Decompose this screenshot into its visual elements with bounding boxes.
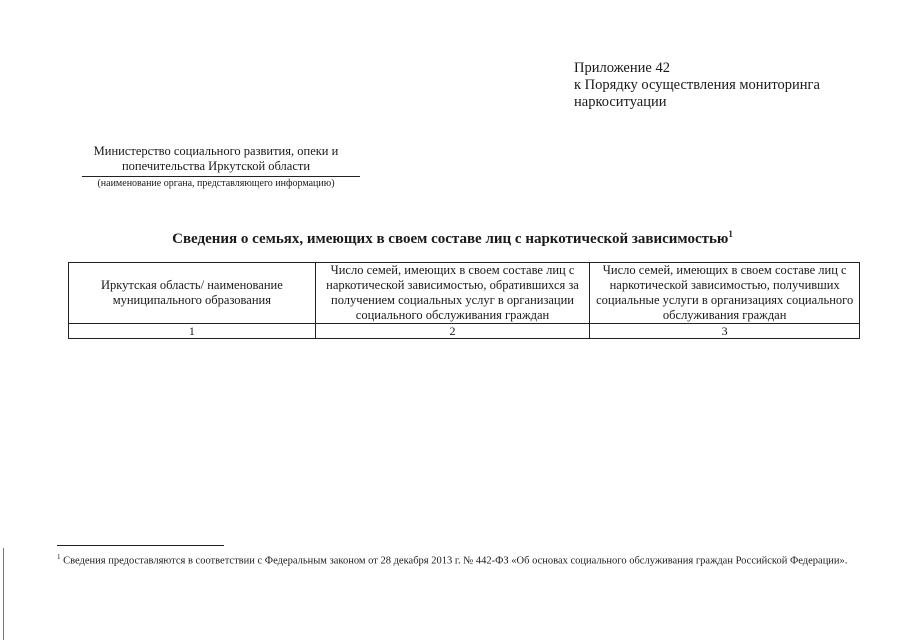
appendix-number: Приложение 42 (574, 60, 670, 76)
footnote-separator (57, 545, 224, 546)
title-footnote-mark: 1 (728, 229, 733, 239)
footnote (57, 550, 857, 569)
scan-edge-line (3, 548, 4, 640)
appendix-header (574, 60, 874, 111)
column-number-3: 3 (590, 324, 860, 339)
table-number-row (69, 324, 860, 339)
appendix-reference-cont: наркоситуации (574, 94, 667, 110)
title-text: Сведения о семьях, имеющих в своем составе лиц с наркотической зависимостью (172, 231, 729, 247)
footnote-text: Сведения предоставляются в соответствии с Федеральным законом от 28 декабря 2013 г. № 442-ФЗ «Об основах социального обслуживания граждан Российской Федерации». (63, 555, 848, 567)
organization-name-line2: попечительства Иркутской области (121, 159, 311, 173)
appendix-reference: к Порядку осуществления мониторинга (574, 77, 820, 93)
organization-underline (82, 176, 360, 177)
column-number-2: 2 (315, 324, 590, 339)
data-table (68, 262, 860, 339)
organization-caption: (наименование органа, представляющего информацию) (97, 178, 335, 189)
document-title (0, 229, 905, 248)
organization-block (70, 144, 362, 190)
table-header-row (69, 263, 860, 324)
column-header-applied: Число семей, имеющих в своем составе лиц с наркотической зависимостью, обратившихся за получением социальных услуг в организации социального обслуживания граждан (315, 263, 590, 324)
column-header-received: Число семей, имеющих в своем составе лиц с наркотической зависимостью, получивших социальные услуги в организациях социального обслуживания граждан (590, 263, 860, 324)
column-header-region: Иркутская область/ наименование муниципального образования (69, 263, 316, 324)
footnote-mark: 1 (57, 553, 61, 561)
organization-name-line1: Министерство социального развития, опеки и (93, 144, 339, 158)
column-number-1: 1 (69, 324, 316, 339)
